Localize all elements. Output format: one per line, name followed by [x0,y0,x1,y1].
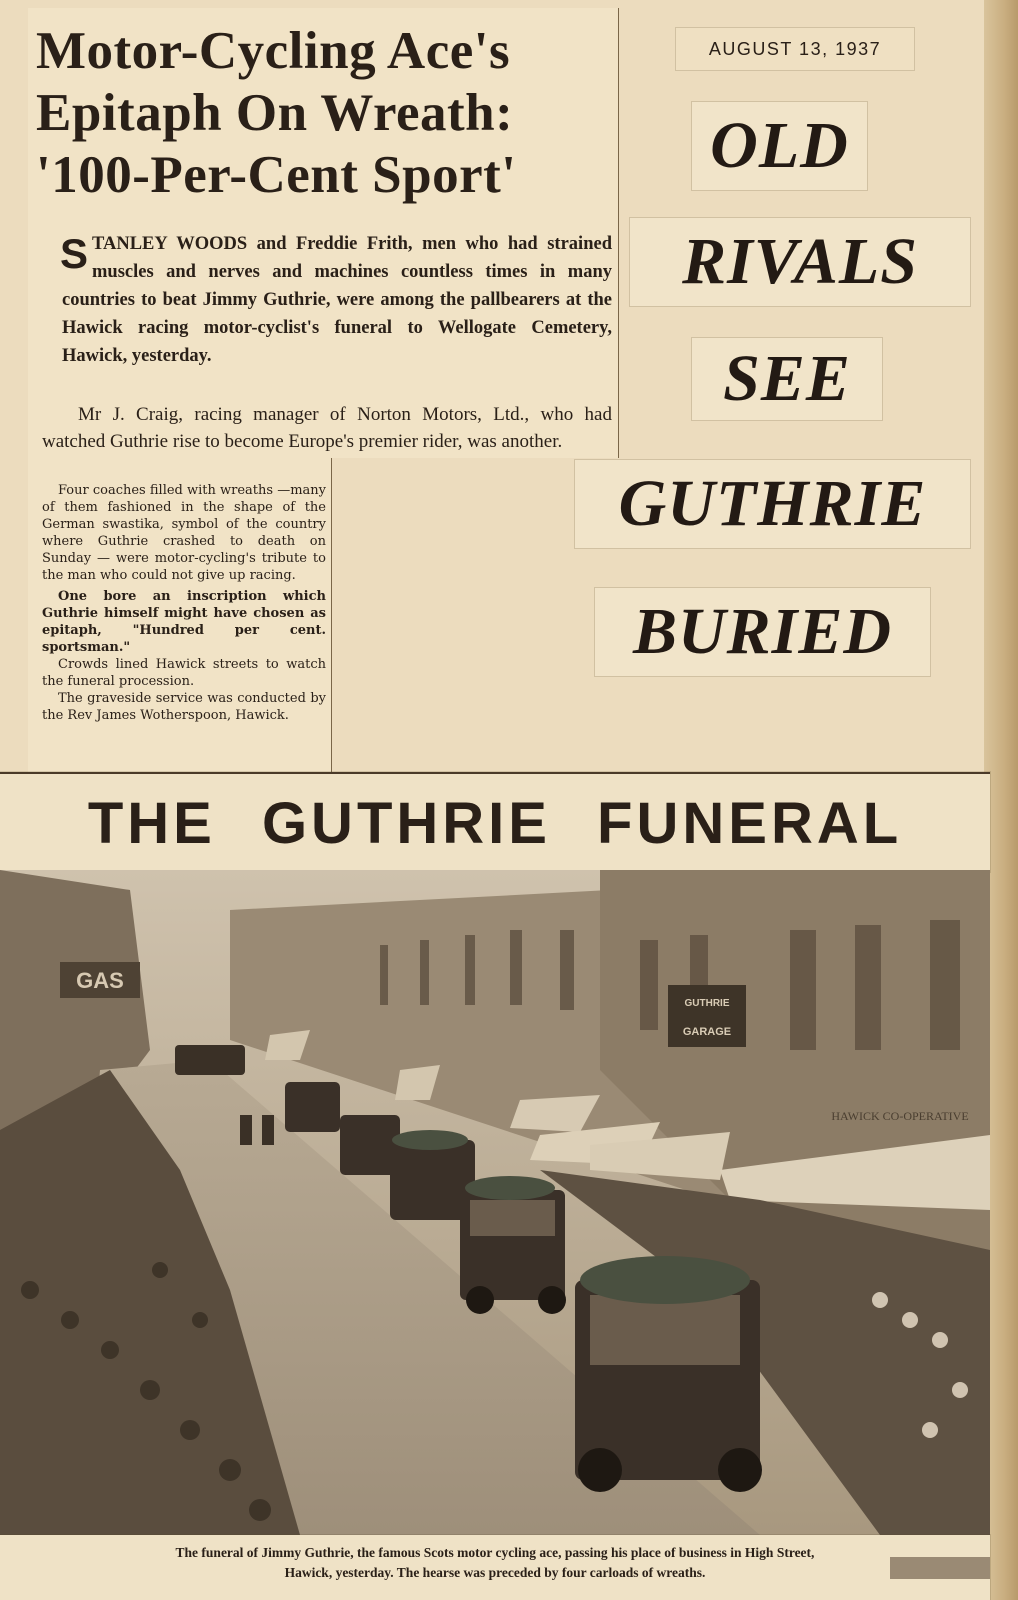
headline-word-see: SEE [692,338,882,420]
garage-sign-name: GUTHRIE [684,998,730,1009]
corner-tab [890,1557,990,1579]
funeral-photo [0,870,990,1535]
drop-cap: S [60,230,89,277]
para-5: Crowds lined Hawick streets to watch the funeral procession. [42,657,326,689]
date-label: AUGUST 13, 1937 [676,28,914,70]
banner-title: THE GUTHRIE FUNERAL [87,790,903,856]
photo-caption [0,1535,990,1600]
headline-word-buried: BURIED [595,588,930,676]
para-3: Four coaches filled with wreaths —many of them fashioned in the shape of the German swastika, symbol of the country where Guthrie crashed to death on Sunday — were motor-cycling's tribute to the man who could not give up racing. [42,483,326,583]
caption-line-2: Hawick, yesterday. The hearse was preceded by four carloads of wreaths. [284,1565,706,1580]
article-clipping [28,8,618,783]
lead-text: TANLEY WOODS and Freddie Frith, men who had strained muscles and nerves and machines countless times in many countries to beat Jimmy Guthrie, were among the pallbearers at the Hawick racing motor-cyclist's funeral to Wellogate Cemetery, Hawick, yesterday. [62,234,612,366]
headline-line-2: Epitaph On Wreath: [36,84,514,142]
street-scene-illustration [0,870,990,1535]
article-para-2 [42,401,612,455]
caption-line-1: The funeral of Jimmy Guthrie, the famous Scots motor cycling ace, passing his place of business in High Street, [175,1545,815,1560]
funeral-banner [0,772,990,872]
article-small-text [42,482,326,724]
gas-sign: GAS [76,968,124,993]
garage-sign-label: GARAGE [682,1026,732,1038]
coop-sign: HAWICK CO-OPERATIVE [831,1109,969,1123]
para-2-text: Mr J. Craig, racing manager of Norton Motors, Ltd., who had watched Guthrie rise to become Europe's premier rider, was another. [42,404,612,452]
headline-line-1: Motor-Cycling Ace's [36,22,511,80]
headline-word-rivals: RIVALS [630,218,970,306]
article-lead [62,230,612,370]
article-headline [36,20,611,206]
para-6: The graveside service was conducted by the Rev James Wotherspoon, Hawick. [42,691,326,723]
headline-line-3: '100-Per-Cent Sport' [36,146,517,204]
para-4: One bore an inscription which Guthrie himself might have chosen as epitaph, "Hundred per cent. sportsman." [42,589,326,655]
headline-word-old: OLD [692,102,867,190]
headline-word-guthrie: GUTHRIE [575,460,970,548]
